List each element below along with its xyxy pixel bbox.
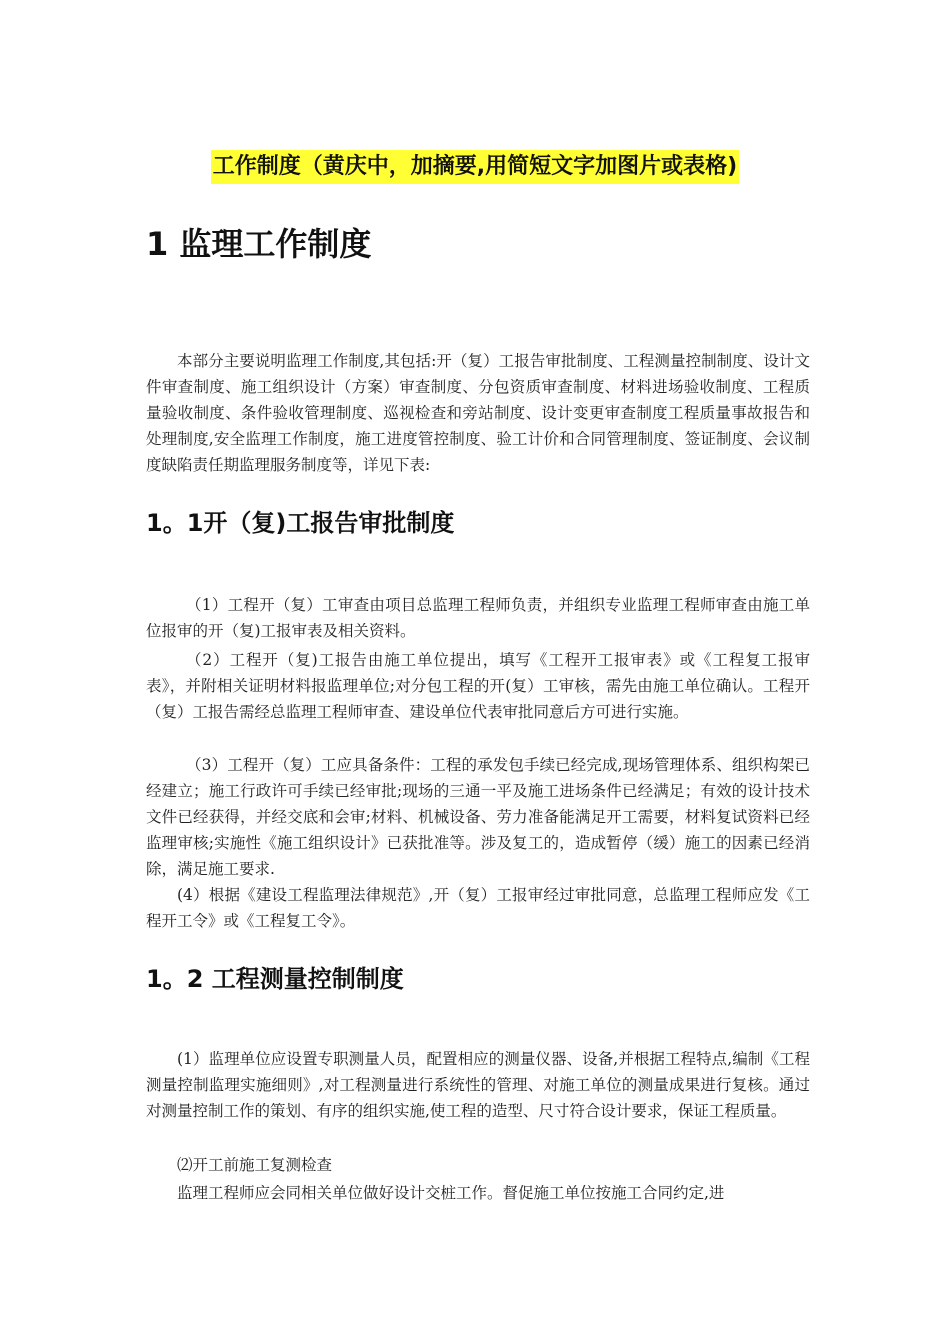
document-title: 工作制度（黄庆中，加摘要,用简短文字加图片或表格)	[211, 150, 739, 184]
section-1-2-paragraph-3: 监理工程师应会同相关单位做好设计交桩工作。督促施工单位按施工合同约定,进	[177, 1184, 725, 1202]
intro-paragraph: 本部分主要说明监理工作制度,其包括:开（复）工报告审批制度、工程测量控制制度、设计文件审查制度、施工组织设计（方案）审查制度、分包资质审查制度、材料进场验收制度、工程质量验收制度、条件验收管理制度、巡视检查和旁站制度、设计变更审查制度工程质量事故报告和处理制度,安全监理工作制度，施工进度管控制度、验工计价和合同管理制度、签证制度、会议制度缺陷责任期监理服务制度等，详见下表:	[146, 352, 810, 474]
heading-1: 1 监理工作制度	[146, 225, 372, 263]
section-1-1-paragraph-2: （2）工程开（复)工报告由施工单位提出，填写《工程开工报审表》或《工程复工报审表》，并附相关证明材料报监理单位;对分包工程的开(复）工审核，需先由施工单位确认。工程开（复）工报告需经总监理工程师审查、建设单位代表审批同意后方可进行实施。	[146, 651, 810, 721]
section-title: 工程测量控制制度	[211, 965, 404, 993]
section-1-1-paragraph-3: （3）工程开（复）工应具备条件：工程的承发包手续已经完成,现场管理体系、组织构架已经建立；施工行政许可手续已经审批;现场的三通一平及施工进场条件已经满足；有效的设计技术文件已经获得，并经交底和会审;材料、机械设备、劳力准备能满足开工需要，材料复试资料已经监理审核;实施性《施工组织设计》已获批准等。涉及复工的，造成暂停（缓）施工的因素已经消除，满足施工要求.	[146, 756, 810, 878]
section-1-1-paragraph-1: （1）工程开（复）工审查由项目总监理工程师负责，并组织专业监理工程师审查由施工单位报审的开（复)工报审表及相关资料。	[146, 596, 810, 640]
section-heading-1-1	[146, 506, 454, 540]
section-1-2-paragraph-1: (1）监理单位应设置专职测量人员，配置相应的测量仪器、设备,并根据工程特点,编制《工程测量控制监理实施细则》,对工程测量进行系统性的管理、对施工单位的测量成果进行复核。通过对测量控制工作的策划、有序的组织实施,使工程的造型、尺寸符合设计要求，保证工程质量。	[146, 1050, 810, 1120]
section-title: 开（复)工报告审批制度	[203, 509, 455, 537]
section-number: 1。2	[146, 965, 204, 993]
section-number: 1。1	[146, 509, 204, 537]
document-title-wrap	[0, 150, 950, 184]
section-heading-1-2	[146, 962, 404, 996]
section-1-2-paragraph-2: ⑵开工前施工复测检查	[177, 1156, 333, 1174]
section-1-1-paragraph-4: (4）根据《建设工程监理法律规范》,开（复）工报审经过审批同意，总监理工程师应发《工程开工令》或《工程复工令》。	[146, 886, 810, 930]
